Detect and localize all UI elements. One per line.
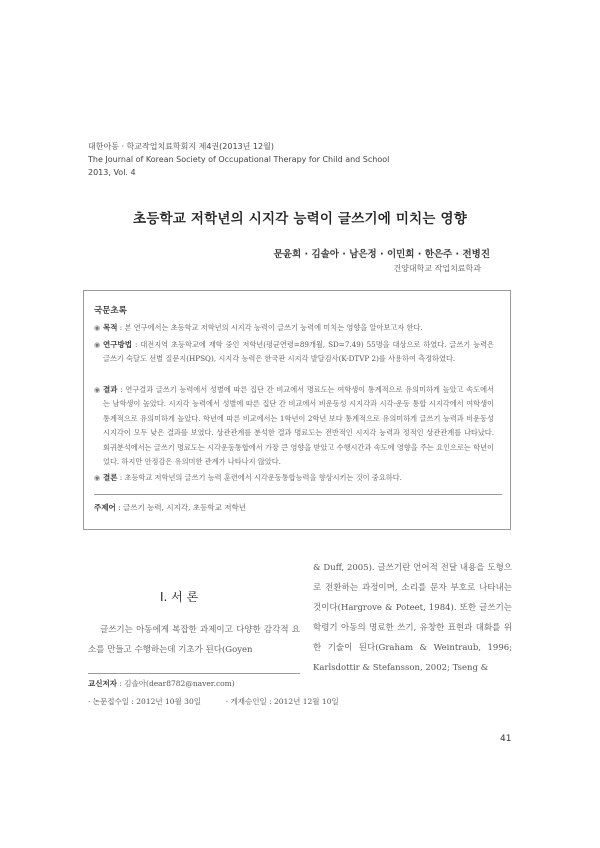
abstract-heading: 국문초록 xyxy=(94,306,127,316)
abstract-item-label: 연구방법 xyxy=(103,340,132,349)
journal-header xyxy=(88,140,389,179)
abstract-divider xyxy=(94,494,502,495)
body-text-left-column xyxy=(88,620,300,660)
abstract-item-results: ◉ 결과 : 연구결과 글쓰기 능력에서 성별에 따른 집단 간 비교에서 명료도는 여학생이 통계적으로 유의미하게 높았고 속도에서는 남학생이 높았다. 시지각 능력에서 성별에 따른 집단 간 비교에서 비운동성 시지각과 시각-운동 통합 시지각에서 여학생이 통계적으로 유의미하게 높았다. 학년에 따른 비교에서는 1학년이 2학년 보다 통계적으로 유의미하게 글쓰기 능력과 비운동성 시지각이 모두 낮은 결과를 보였다. 상관관계를 분석한 결과 명료도는 전반적인 시지각 능력과 정적인 상관관계를 나타났다. 회귀분석에서는 글쓰기 명료도는 시각운동통합에서 가장 큰 영향을 받았고 수행시간과 속도에 영향을 주는 요인으로는 학년이었다. 하지만 안정감은 유의미한 관계가 나타나지 않았다. xyxy=(94,385,494,467)
received-date: · 논문접수일 : 2012년 10월 30일 xyxy=(88,697,201,706)
abstract-item-text: 대전지역 초등학교에 재학 중인 저학년(평균연령=89개월, SD=7.49) 55명을 대상으로 하였다. 글쓰기 능력은 글쓰기 숙달도 선별 질문지(HPSQ), 시지각 능력은 한국판 시지각 발달검사(K-DTVP 2)를 사용하여 측정하였다. xyxy=(103,340,494,364)
circle-bullet-icon: ◉ xyxy=(94,324,101,332)
keywords-label: 주제어 xyxy=(94,503,116,512)
abstract-item-method: ◉ 연구방법 : 대전지역 초등학교에 재학 중인 저학년(평균연령=89개월, SD=7.49) 55명을 대상으로 하였다. 글쓰기 능력은 글쓰기 숙달도 선별 질문지(HPSQ), 시지각 능력은 한국판 시지각 발달검사(K-DTVP 2)를 사용하여 측정하였다. xyxy=(94,340,494,364)
affiliation: 건양대학교 작업치료학과 xyxy=(393,264,481,273)
abstract-box xyxy=(83,290,511,530)
keywords: 주제어 : 글쓰기 능력, 시지각, 초등학교 저학년 xyxy=(94,503,247,512)
circle-bullet-icon: ◉ xyxy=(94,386,101,394)
abstract-item-label: 결과 xyxy=(103,385,118,394)
page-number: 41 xyxy=(500,734,512,744)
submission-dates xyxy=(88,696,339,707)
abstract-item-text: 초등학교 저학년의 글쓰기 능력 훈련에서 시각운동통합능력을 향상시키는 것이 중요하다. xyxy=(124,473,402,482)
abstract-item-conclusion: ◉ 결론 : 초등학교 저학년의 글쓰기 능력 훈련에서 시각운동통합능력을 향상시키는 것이 중요하다. xyxy=(94,471,494,485)
corresponding-author-label: 교신저자 xyxy=(88,679,117,688)
abstract-item-text: 연구결과 글쓰기 능력에서 성별에 따른 집단 간 비교에서 명료도는 여학생이 통계적으로 유의미하게 높았고 속도에서는 남학생이 높았다. 시지각 능력에서 성별에 따른 집단 간 비교에서 비운동성 시지각과 시각-운동 통합 시지각에서 여학생이 통계적으로 유의미하게 높았다. 학년에 따른 비교에서는 1학년이 2학년 보다 통계적으로 유의미하게 글쓰기 능력과 비운동성 시지각이 모두 낮은 결과를 보였다. 상관관계를 분석한 결과 명료도는 전반적인 시지각 능력과 정적인 상관관계를 나타났다. 회귀분석에서는 글쓰기 명료도는 시각운동통합에서 가장 큰 영향을 받았고 수행시간과 속도에 영향을 주는 요인으로는 학년이었다. 하지만 안정감은 유의미한 관계가 나타나지 않았다. xyxy=(103,385,494,467)
accepted-date: · 게재승인일 : 2012년 12월 10일 xyxy=(225,697,339,706)
body-text-right-column: & Duff, 2005). 글쓰기란 언어적 전달 내용을 도형으로 전환하는 과정이며, 소리를 문자 부호로 나타내는 것이다(Hargrove & Poteet, 1984). 또한 글쓰기는 학령기 아동의 명료한 쓰기, 유창한 표현과 대화를 위한 기술이 된다(Graham & Weintraub, 1996; Karlsdottir & Stefansson, 2002; Tseng & xyxy=(313,563,512,673)
circle-bullet-icon: ◉ xyxy=(94,474,101,482)
corresponding-author-text: 김솔아(dear8782@naver.com) xyxy=(124,679,235,688)
footnote-divider xyxy=(88,673,300,674)
journal-line-3: 2013, Vol. 4 xyxy=(88,168,136,177)
abstract-item-text: 본 연구에서는 초등학교 저학년의 시지각 능력이 글쓰기 능력에 미치는 영향을 알아보고자 한다. xyxy=(124,323,423,332)
corresponding-author: 교신저자 : 김솔아(dear8782@naver.com) xyxy=(88,679,235,688)
abstract-item-label: 목적 xyxy=(103,323,118,332)
journal-line-2: The Journal of Korean Society of Occupational Therapy for Child and School xyxy=(88,155,390,164)
section-title: I. 서 론 xyxy=(160,590,199,604)
circle-bullet-icon: ◉ xyxy=(94,341,101,349)
paper-title: 초등학교 저학년의 시지각 능력이 글쓰기에 미치는 영향 xyxy=(133,211,467,227)
author-list: 문윤희 · 김솔아 · 남은정 · 이민희 · 한은주 · 전병진 xyxy=(273,249,490,260)
journal-line-1: 대한아동 · 학교작업치료학회지 제4권(2013년 12월) xyxy=(88,142,274,151)
body-paragraph: 글쓰기는 아동에게 복잡한 과제이고 다양한 감각적 요소를 만들고 수행하는데 기초가 된다(Goyen xyxy=(88,625,300,655)
keywords-text: 글쓰기 능력, 시지각, 초등학교 저학년 xyxy=(123,503,247,512)
abstract-item-purpose: ◉ 목적 : 본 연구에서는 초등학교 저학년의 시지각 능력이 글쓰기 능력에 미치는 영향을 알아보고자 한다. xyxy=(94,321,494,335)
abstract-item-label: 결론 xyxy=(103,473,118,482)
